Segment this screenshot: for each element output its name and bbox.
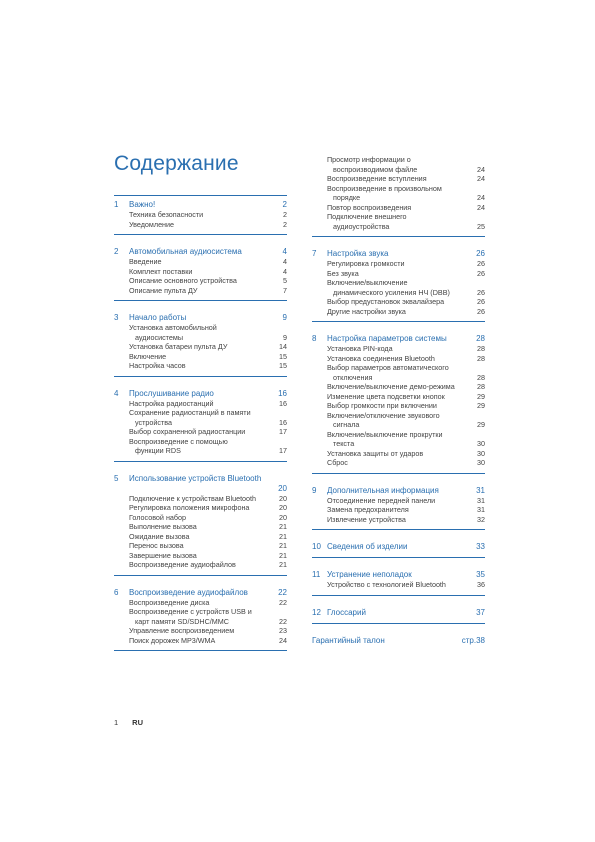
section-divider	[114, 650, 287, 651]
toc-entry-title	[327, 184, 471, 203]
toc-entry-line: Установка автомобильной	[129, 323, 217, 332]
toc-entry-line: Поиск дорожек MP3/WMA	[129, 635, 216, 645]
toc-entry-line: Изменение цвета подсветки кнопок	[327, 391, 445, 401]
toc-entry-line: порядке	[333, 193, 361, 202]
toc-entry-page: 16	[279, 417, 287, 427]
toc-section-page: 28	[476, 334, 485, 343]
toc-entry-page: 7	[283, 285, 287, 295]
toc-entry[interactable]	[312, 184, 485, 203]
toc-entry-page: 24	[477, 164, 485, 174]
section-divider	[114, 461, 287, 462]
toc-entry[interactable]	[312, 505, 485, 515]
toc-entry-page: 28	[477, 382, 485, 391]
toc-entry-page: 20	[279, 512, 287, 522]
toc-entry-line: Сохранение радиостанций в памяти	[129, 408, 251, 417]
toc-entry-title	[129, 494, 273, 504]
toc-section-heading[interactable]	[312, 482, 485, 496]
toc-entry[interactable]	[312, 449, 485, 459]
toc-section	[114, 196, 287, 235]
toc-entry-title	[327, 458, 471, 468]
toc-entry[interactable]	[312, 354, 485, 364]
toc-section-heading[interactable]	[312, 538, 485, 552]
toc-entry-page: 31	[477, 505, 485, 514]
toc-entry[interactable]	[114, 626, 287, 636]
toc-section	[114, 243, 287, 301]
toc-entry[interactable]	[114, 276, 287, 286]
toc-entry-line: текста	[333, 439, 355, 448]
toc-section	[312, 566, 485, 596]
toc-section	[312, 482, 485, 531]
warranty-title: Гарантийный талон	[312, 635, 385, 645]
toc-entry-title	[129, 626, 273, 636]
toc-entry-page: 16	[279, 398, 287, 408]
toc-entry-page: 26	[477, 287, 485, 297]
toc-entry-line: Устройство с технологией Bluetooth	[327, 580, 446, 589]
toc-section-number: 5	[114, 473, 119, 483]
page-footer	[114, 718, 143, 727]
toc-entry-page: 5	[283, 276, 287, 285]
toc-entry[interactable]	[114, 408, 287, 427]
toc-entry[interactable]	[114, 494, 287, 504]
toc-entry-line: Подключение внешнего	[327, 212, 407, 221]
toc-section	[114, 385, 287, 462]
toc-entry-page: 4	[283, 266, 287, 276]
toc-entry-line: Подключение к устройствам Bluetooth	[129, 493, 257, 503]
toc-entry[interactable]	[114, 352, 287, 362]
toc-entry-page: 32	[477, 514, 485, 524]
section-divider	[312, 595, 485, 596]
toc-entry-title	[129, 323, 273, 342]
toc-entry-line: аудиосистемы	[135, 332, 183, 342]
toc-entry-line: Управление воспроизведением	[129, 626, 235, 635]
toc-entry-page: 28	[477, 353, 485, 363]
toc-section-heading[interactable]	[114, 385, 287, 399]
toc-section-number: 10	[312, 542, 321, 551]
section-divider	[312, 623, 485, 624]
toc-entry[interactable]	[312, 269, 485, 279]
toc-entry-line: Воспроизведение с помощью	[129, 436, 228, 446]
warranty-page: стр.38	[461, 635, 485, 645]
section-divider	[312, 529, 485, 530]
toc-entry-line: Комплект поставки	[129, 266, 193, 276]
toc-entry[interactable]	[312, 174, 485, 184]
toc-section-title: Настройка звука	[327, 249, 389, 258]
toc-entry-line: Включение/выключение	[327, 278, 408, 287]
toc-entry[interactable]	[114, 541, 287, 551]
toc-entry-line: Отсоединение передней панели	[327, 495, 436, 505]
toc-entry[interactable]	[312, 344, 485, 354]
toc-entry-title	[129, 636, 273, 646]
toc-entry-line: воспроизводимом файле	[333, 164, 418, 174]
toc-entry[interactable]	[114, 220, 287, 230]
toc-entry-line: Описание пульта ДУ	[129, 285, 198, 295]
toc-section-page: 26	[476, 249, 485, 258]
toc-entry-line: Воспроизведение аудиофайлов	[129, 560, 236, 569]
toc-entry[interactable]	[114, 286, 287, 296]
toc-entry-title	[129, 220, 273, 230]
toc-section-page: 4	[282, 247, 287, 256]
toc-entry-line: Замена предохранителя	[327, 505, 409, 514]
toc-entry-line: Установка соединения Bluetooth	[327, 353, 435, 363]
toc-entry-line: карт памяти SD/SDHC/MMC	[135, 616, 229, 626]
toc-entry-line: Выбор сохраненной радиостанции	[129, 427, 246, 436]
toc-entry-title	[129, 598, 273, 608]
toc-entry[interactable]	[312, 212, 485, 231]
toc-section	[114, 584, 287, 652]
toc-entry[interactable]	[114, 342, 287, 352]
toc-entry[interactable]	[312, 496, 485, 506]
toc-entry-title	[129, 522, 273, 532]
toc-section-title: Автомобильная аудиосистема	[129, 247, 242, 256]
toc-entry-title	[327, 174, 471, 184]
toc-entry-page: 31	[477, 495, 485, 505]
toc-section-title: Настройка параметров системы	[327, 334, 447, 343]
toc-entry-title	[327, 259, 471, 269]
toc-section-heading[interactable]	[114, 470, 287, 484]
toc-section	[312, 330, 485, 474]
toc-entry-line: Выбор громкости при включении	[327, 401, 437, 410]
toc-section-number: 6	[114, 587, 119, 597]
toc-entry-title	[327, 430, 471, 449]
toc-section-page: 2	[282, 200, 287, 209]
toc-section-page: 31	[476, 485, 485, 495]
toc-entry-page: 25	[477, 221, 485, 231]
toc-entry[interactable]	[312, 411, 485, 430]
toc-entry[interactable]	[114, 437, 287, 456]
toc-entry-line: Регулировка громкости	[327, 259, 405, 268]
toc-entry[interactable]	[312, 382, 485, 392]
toc-section-number: 11	[312, 570, 321, 579]
toc-entry-title	[327, 515, 471, 525]
toc-section	[312, 538, 485, 558]
toc-entry-page: 20	[279, 493, 287, 503]
section-divider	[114, 376, 287, 377]
section-divider	[114, 300, 287, 301]
toc-entry-page: 30	[477, 439, 485, 448]
toc-entry[interactable]	[312, 580, 485, 590]
toc-entry-page: 15	[279, 351, 287, 361]
toc-entry-title	[327, 401, 471, 411]
toc-entry-title	[327, 155, 471, 174]
toc-entry-page: 20	[279, 503, 287, 512]
toc-entry-title	[129, 408, 273, 427]
section-divider	[114, 575, 287, 576]
toc-section	[114, 470, 287, 576]
toc-entry-title	[129, 513, 273, 523]
toc-entry-page: 23	[279, 626, 287, 635]
toc-section-page: 35	[476, 570, 485, 579]
toc-entry[interactable]	[114, 257, 287, 267]
toc-section-page: 22	[278, 587, 287, 597]
toc-section-page: 37	[476, 607, 485, 617]
toc-entry-page: 2	[283, 219, 287, 229]
toc-entry-page: 24	[477, 174, 485, 183]
toc-entry[interactable]	[312, 401, 485, 411]
toc-section-number: 4	[114, 388, 119, 398]
toc-entry-title	[129, 342, 273, 352]
toc-entry-title	[327, 212, 471, 231]
toc-entry-page: 17	[279, 427, 287, 436]
toc-entry-title	[129, 532, 273, 542]
toc-entry-line: Включение/отключение звукового	[327, 410, 440, 420]
toc-section-title: Воспроизведение аудиофайлов	[129, 587, 248, 597]
toc-section-title: Прослушивание радио	[129, 388, 214, 398]
toc-entry-page: 21	[279, 541, 287, 550]
toc-entry[interactable]	[114, 522, 287, 532]
toc-entry-page: 26	[477, 268, 485, 278]
toc-entry-line: Ожидание вызова	[129, 531, 190, 541]
toc-entry-page: 26	[477, 297, 485, 306]
toc-section	[312, 604, 485, 624]
toc-entry-title	[327, 505, 471, 515]
toc-section-page: 9	[282, 313, 287, 322]
toc-entry[interactable]	[312, 458, 485, 468]
toc-entry[interactable]	[312, 515, 485, 525]
toc-entry[interactable]	[114, 560, 287, 570]
toc-entry-title	[129, 361, 273, 371]
toc-entry-line: Включение/выключение демо-режима	[327, 382, 455, 391]
toc-entry-line: Установка PIN-кода	[327, 344, 393, 353]
toc-entry-line: Выполнение вызова	[129, 522, 197, 531]
toc-entry-title	[327, 269, 471, 279]
toc-entry-line: аудиоустройства	[333, 221, 390, 231]
toc-section-title: Устранение неполадок	[327, 570, 412, 579]
toc-entry-title	[129, 560, 273, 570]
toc-entry-page: 24	[477, 202, 485, 212]
toc-entry-line: Выбор предустановок эквалайзера	[327, 297, 445, 306]
toc-entry-line: Воспроизведение диска	[129, 597, 210, 607]
page-number: 1	[114, 718, 119, 727]
toc-entry-line: Введение	[129, 257, 162, 266]
toc-section-heading[interactable]	[312, 330, 485, 344]
toc-entry-title	[327, 411, 471, 430]
toc-entry-line: Воспроизведение с устройств USB и	[129, 607, 252, 616]
toc-entry[interactable]	[114, 532, 287, 542]
section-divider	[312, 473, 485, 474]
toc-section-number: 12	[312, 607, 321, 617]
toc-entry-line: Настройка часов	[129, 361, 186, 370]
toc-entry[interactable]	[312, 363, 485, 382]
toc-section-heading[interactable]	[312, 245, 485, 259]
toc-entry-page: 29	[477, 391, 485, 401]
toc-entry-line: Установка батареи пульта ДУ	[129, 342, 228, 351]
toc-section-number: 9	[312, 485, 317, 495]
toc-entry-page: 26	[477, 306, 485, 316]
toc-entry[interactable]	[114, 361, 287, 371]
toc-entry-title	[129, 276, 273, 286]
toc-entry-title	[327, 203, 471, 213]
toc-section-number: 2	[114, 247, 119, 256]
toc-entry-line: Уведомление	[129, 219, 175, 229]
toc-entry-line: Техника безопасности	[129, 210, 204, 219]
toc-entry-line: сигнала	[333, 420, 360, 429]
toc-entry-title	[129, 399, 273, 409]
toc-section-title: Дополнительная информация	[327, 485, 439, 495]
toc-entry-title	[327, 382, 471, 392]
toc-entry-page: 21	[279, 560, 287, 569]
toc-section-page: 20	[278, 483, 287, 493]
toc-section-number: 7	[312, 249, 317, 258]
toc-entry-line: Завершение вызова	[129, 550, 197, 560]
toc-entry-page: 24	[477, 193, 485, 202]
section-divider	[312, 557, 485, 558]
toc-entry-title	[129, 210, 273, 220]
toc-section-heading[interactable]	[312, 566, 485, 580]
section-divider	[312, 236, 485, 237]
toc-entry[interactable]	[312, 307, 485, 317]
toc-entry[interactable]	[114, 323, 287, 342]
toc-entry-line: Просмотр информации о	[327, 155, 411, 164]
toc-entry-page: 21	[279, 550, 287, 560]
page-title: Содержание	[114, 152, 239, 175]
toc-section-heading[interactable]	[114, 309, 287, 323]
toc-entry[interactable]	[312, 392, 485, 402]
toc-section-number: 1	[114, 200, 119, 209]
toc-entry-line: отключения	[333, 372, 373, 382]
toc-entry-page: 2	[283, 210, 287, 219]
toc-entry-line: Перенос вызова	[129, 541, 184, 550]
toc-entry-title	[327, 580, 471, 590]
toc-entry-line: динамического усиления НЧ (DBB)	[333, 287, 450, 297]
toc-entry-page: 29	[477, 420, 485, 429]
toc-entry-line: Сброс	[327, 458, 348, 467]
toc-entry[interactable]	[312, 259, 485, 269]
toc-entry-page: 24	[279, 635, 287, 645]
toc-entry[interactable]	[312, 297, 485, 307]
toc-entry-page: 21	[279, 531, 287, 541]
toc-entry-page: 30	[477, 458, 485, 467]
toc-entry-page: 4	[283, 257, 287, 266]
toc-entry-title	[327, 449, 471, 459]
toc-entry-line: Воспроизведение в произвольном	[327, 183, 442, 193]
toc-entry-page: 22	[279, 616, 287, 626]
toc-entry-page: 26	[477, 259, 485, 268]
toc-section-number: 3	[114, 313, 119, 322]
toc-entry-title	[327, 344, 471, 354]
toc-entry[interactable]	[114, 427, 287, 437]
toc-entry-title	[327, 392, 471, 402]
toc-section-page: 16	[278, 388, 287, 398]
toc-entry-page: 14	[279, 342, 287, 351]
toc-entry-line: Голосовой набор	[129, 512, 187, 522]
toc-left-column	[114, 195, 287, 659]
toc-entry-title	[129, 437, 273, 456]
toc-right-column	[312, 155, 485, 646]
toc-section-number: 8	[312, 334, 317, 343]
warranty-link[interactable]	[312, 632, 485, 646]
toc-entry[interactable]	[114, 513, 287, 523]
section-divider	[312, 321, 485, 322]
toc-section	[312, 245, 485, 322]
toc-entry-page: 36	[477, 580, 485, 589]
toc-entry[interactable]	[114, 399, 287, 409]
toc-section-title: Использование устройств Bluetooth	[129, 473, 262, 483]
toc-section-title: Начало работы	[129, 313, 187, 322]
section-divider	[114, 234, 287, 235]
toc-entry-title	[129, 352, 273, 362]
toc-entry-line: Включение	[129, 351, 167, 361]
toc-entry[interactable]	[312, 430, 485, 449]
toc-entry-line: Регулировка положения микрофона	[129, 503, 250, 512]
toc-section-title: Сведения об изделии	[327, 542, 408, 551]
toc-entry-title	[129, 503, 273, 513]
toc-entry[interactable]	[114, 607, 287, 626]
toc-continued-entries	[312, 155, 485, 237]
toc-entry-page: 28	[477, 372, 485, 382]
toc-section-title: Важно!	[129, 200, 156, 209]
toc-entry-title	[129, 267, 273, 277]
toc-entry-line: Извлечение устройства	[327, 514, 406, 524]
toc-entry-title	[327, 496, 471, 506]
toc-entry-title	[129, 541, 273, 551]
toc-entry-line: Установка защиты от ударов	[327, 448, 424, 458]
toc-section-page-row	[114, 484, 287, 494]
toc-entry-title	[129, 607, 273, 626]
toc-section-heading[interactable]	[312, 604, 485, 618]
toc-section-heading[interactable]	[114, 243, 287, 257]
toc-entry-title	[327, 297, 471, 307]
language-code: RU	[132, 718, 144, 727]
toc-section-page: 33	[476, 542, 485, 551]
toc-entry-title	[327, 278, 471, 297]
toc-entry-page: 17	[279, 446, 287, 455]
toc-entry-line: Настройка радиостанций	[129, 398, 214, 408]
toc-entry-title	[327, 354, 471, 364]
toc-entry[interactable]	[114, 598, 287, 608]
toc-entry-line: Без звука	[327, 268, 359, 278]
toc-entry-line: функции RDS	[135, 446, 181, 455]
toc-entry[interactable]	[114, 210, 287, 220]
toc-entry-page: 29	[477, 401, 485, 410]
toc-entry-title	[129, 257, 273, 267]
toc-entry-page: 28	[477, 344, 485, 353]
toc-entry[interactable]	[114, 267, 287, 277]
toc-entry-page: 30	[477, 448, 485, 458]
toc-entry-line: Включение/выключение прокрутки	[327, 429, 443, 439]
toc-entry[interactable]	[312, 155, 485, 174]
toc-entry[interactable]	[114, 636, 287, 646]
toc-section-heading[interactable]	[114, 196, 287, 210]
toc-entry[interactable]	[312, 203, 485, 213]
toc-entry-line: Другие настройки звука	[327, 306, 406, 316]
toc-entry-line: устройства	[135, 417, 173, 427]
toc-section-heading[interactable]	[114, 584, 287, 598]
toc-section	[114, 309, 287, 377]
toc-entry-line: Описание основного устройства	[129, 276, 237, 285]
toc-entry-line: Выбор параметров автоматического	[327, 363, 449, 372]
toc-entry-title	[327, 363, 471, 382]
toc-entry[interactable]	[312, 278, 485, 297]
toc-entry-line: Повтор воспроизведения	[327, 202, 412, 212]
toc-entry-title	[129, 427, 273, 437]
toc-entry[interactable]	[114, 551, 287, 561]
toc-entry-title	[129, 551, 273, 561]
toc-entry-page: 9	[283, 332, 287, 342]
toc-entry-page: 22	[279, 597, 287, 607]
toc-entry-title	[327, 307, 471, 317]
toc-entry-line: Воспроизведение вступления	[327, 174, 427, 183]
toc-entry[interactable]	[114, 503, 287, 513]
toc-entry-title	[129, 286, 273, 296]
toc-entry-page: 21	[279, 522, 287, 531]
toc-entry-page: 15	[279, 361, 287, 370]
toc-section-title: Глоссарий	[327, 607, 366, 617]
